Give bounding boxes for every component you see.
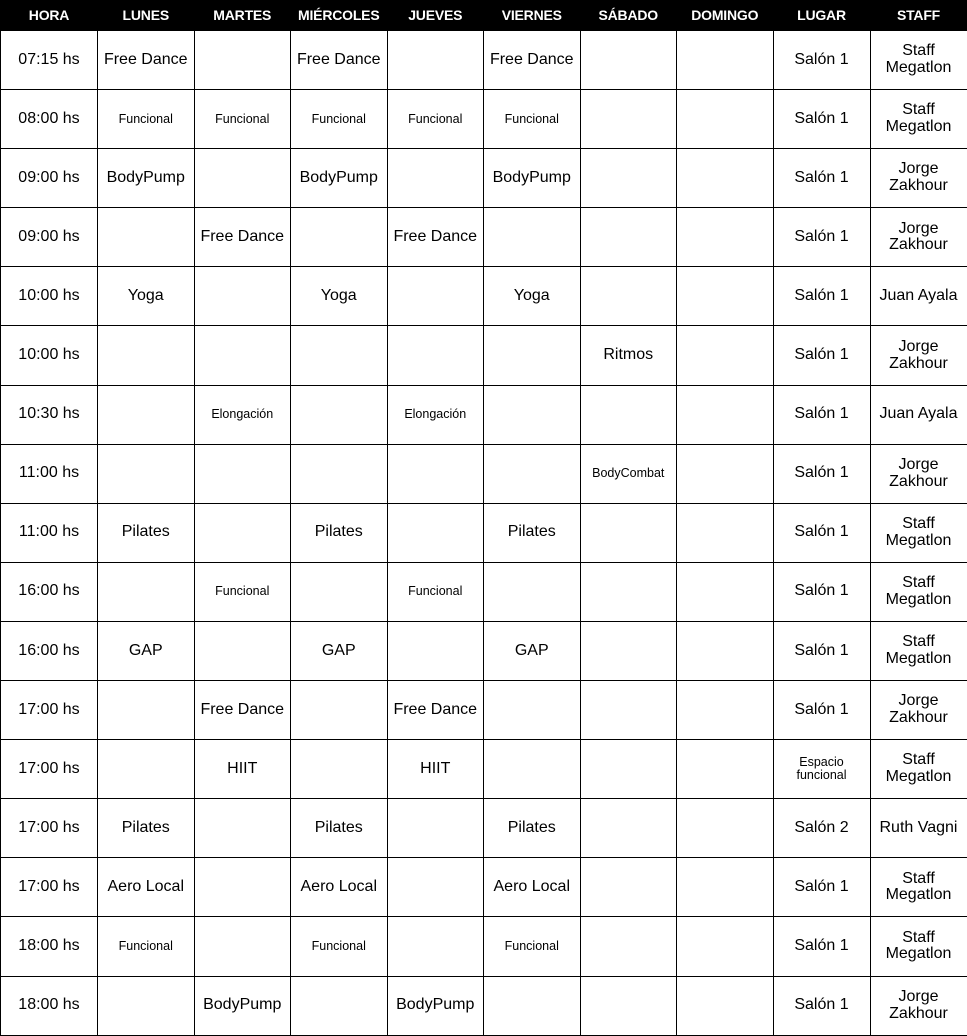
staff-cell: Staff Megatlon	[870, 90, 967, 149]
table-row	[1, 976, 967, 1035]
class-cell	[194, 858, 291, 917]
time-cell: 10:00 hs	[1, 326, 98, 385]
class-cell	[387, 503, 484, 562]
location-cell: Salón 1	[773, 917, 870, 976]
class-cell	[194, 799, 291, 858]
class-cell: Pilates	[291, 503, 388, 562]
class-cell	[580, 799, 677, 858]
class-cell: Aero Local	[291, 858, 388, 917]
class-cell	[387, 621, 484, 680]
table-row	[1, 503, 967, 562]
table-row	[1, 385, 967, 444]
class-cell: Funcional	[98, 917, 195, 976]
class-cell	[677, 208, 774, 267]
class-cell: BodyPump	[484, 149, 581, 208]
class-cell: Pilates	[98, 503, 195, 562]
time-cell: 10:30 hs	[1, 385, 98, 444]
class-cell	[387, 858, 484, 917]
column-header-hora: HORA	[1, 0, 98, 31]
class-cell	[580, 385, 677, 444]
class-cell	[580, 681, 677, 740]
class-cell: Aero Local	[98, 858, 195, 917]
class-cell: BodyPump	[98, 149, 195, 208]
class-cell: BodyCombat	[580, 444, 677, 503]
staff-cell: Jorge Zakhour	[870, 208, 967, 267]
table-row	[1, 858, 967, 917]
class-cell: Elongación	[387, 385, 484, 444]
location-cell: Salón 1	[773, 267, 870, 326]
table-row	[1, 31, 967, 90]
column-header-domingo: DOMINGO	[677, 0, 774, 31]
class-cell: Yoga	[98, 267, 195, 326]
table-row	[1, 326, 967, 385]
class-cell	[291, 326, 388, 385]
column-header-miercoles: MIÉRCOLES	[291, 0, 388, 31]
class-cell: Funcional	[387, 90, 484, 149]
location-cell: Salón 1	[773, 681, 870, 740]
time-cell: 08:00 hs	[1, 90, 98, 149]
staff-cell: Jorge Zakhour	[870, 149, 967, 208]
staff-cell: Staff Megatlon	[870, 31, 967, 90]
location-cell: Salón 1	[773, 208, 870, 267]
column-header-staff: STAFF	[870, 0, 967, 31]
location-cell: Salón 1	[773, 90, 870, 149]
table-row	[1, 444, 967, 503]
class-cell	[677, 681, 774, 740]
class-cell: Free Dance	[98, 31, 195, 90]
location-cell: Salón 1	[773, 503, 870, 562]
class-cell	[484, 385, 581, 444]
class-cell: Pilates	[484, 799, 581, 858]
class-cell: Free Dance	[484, 31, 581, 90]
table-row	[1, 681, 967, 740]
class-cell	[580, 208, 677, 267]
class-cell	[387, 31, 484, 90]
class-cell	[580, 740, 677, 799]
table-row	[1, 267, 967, 326]
schedule-body	[1, 31, 967, 1036]
class-cell	[484, 562, 581, 621]
class-cell: Funcional	[291, 90, 388, 149]
column-header-lugar: LUGAR	[773, 0, 870, 31]
staff-cell: Ruth Vagni	[870, 799, 967, 858]
class-cell	[677, 267, 774, 326]
column-header-viernes: VIERNES	[484, 0, 581, 31]
class-cell: Funcional	[484, 917, 581, 976]
class-cell	[484, 976, 581, 1035]
class-cell	[98, 208, 195, 267]
time-cell: 17:00 hs	[1, 740, 98, 799]
class-cell	[580, 621, 677, 680]
class-cell: GAP	[98, 621, 195, 680]
class-cell	[677, 562, 774, 621]
staff-cell: Jorge Zakhour	[870, 681, 967, 740]
class-cell: Free Dance	[291, 31, 388, 90]
class-cell	[387, 917, 484, 976]
time-cell: 17:00 hs	[1, 799, 98, 858]
class-cell	[677, 799, 774, 858]
class-cell	[677, 621, 774, 680]
class-cell: Free Dance	[387, 681, 484, 740]
staff-cell: Jorge Zakhour	[870, 444, 967, 503]
time-cell: 10:00 hs	[1, 267, 98, 326]
table-row	[1, 917, 967, 976]
time-cell: 11:00 hs	[1, 503, 98, 562]
class-cell	[580, 31, 677, 90]
table-row	[1, 621, 967, 680]
class-cell	[98, 562, 195, 621]
class-cell	[580, 90, 677, 149]
class-cell: GAP	[484, 621, 581, 680]
class-cell	[194, 503, 291, 562]
class-cell	[580, 858, 677, 917]
class-cell	[677, 90, 774, 149]
class-cell: Free Dance	[194, 681, 291, 740]
staff-cell: Staff Megatlon	[870, 917, 967, 976]
schedule-header	[1, 0, 967, 31]
location-cell: Salón 1	[773, 621, 870, 680]
staff-cell: Staff Megatlon	[870, 562, 967, 621]
table-row	[1, 740, 967, 799]
class-cell	[677, 31, 774, 90]
table-row	[1, 90, 967, 149]
time-cell: 16:00 hs	[1, 562, 98, 621]
staff-cell: Juan Ayala	[870, 267, 967, 326]
class-cell: HIIT	[387, 740, 484, 799]
class-cell	[580, 917, 677, 976]
class-cell: Free Dance	[194, 208, 291, 267]
class-cell	[677, 503, 774, 562]
staff-cell: Staff Megatlon	[870, 621, 967, 680]
staff-cell: Staff Megatlon	[870, 740, 967, 799]
column-header-lunes: LUNES	[98, 0, 195, 31]
time-cell: 18:00 hs	[1, 917, 98, 976]
class-cell	[387, 799, 484, 858]
location-cell: Salón 1	[773, 385, 870, 444]
column-header-jueves: JUEVES	[387, 0, 484, 31]
class-cell	[580, 503, 677, 562]
class-cell: GAP	[291, 621, 388, 680]
table-row	[1, 208, 967, 267]
class-cell	[387, 149, 484, 208]
staff-cell: Jorge Zakhour	[870, 326, 967, 385]
class-cell: Elongación	[194, 385, 291, 444]
class-cell	[484, 681, 581, 740]
class-cell	[291, 385, 388, 444]
class-cell	[580, 267, 677, 326]
class-cell: Pilates	[98, 799, 195, 858]
class-cell	[194, 31, 291, 90]
table-row	[1, 562, 967, 621]
class-cell	[484, 740, 581, 799]
class-cell: Free Dance	[387, 208, 484, 267]
class-cell	[677, 149, 774, 208]
class-cell	[484, 326, 581, 385]
header-row	[1, 0, 967, 31]
location-cell: Salón 1	[773, 31, 870, 90]
class-cell	[580, 149, 677, 208]
class-cell	[291, 208, 388, 267]
location-cell: Salón 1	[773, 858, 870, 917]
class-cell: Yoga	[291, 267, 388, 326]
class-cell: BodyPump	[291, 149, 388, 208]
class-cell	[194, 621, 291, 680]
class-cell: Funcional	[194, 562, 291, 621]
time-cell: 11:00 hs	[1, 444, 98, 503]
class-cell	[194, 326, 291, 385]
location-cell: Espacio funcional	[773, 740, 870, 799]
class-cell	[677, 858, 774, 917]
time-cell: 09:00 hs	[1, 149, 98, 208]
class-cell	[194, 917, 291, 976]
class-cell	[677, 385, 774, 444]
location-cell: Salón 1	[773, 149, 870, 208]
class-cell	[677, 740, 774, 799]
location-cell: Salón 1	[773, 326, 870, 385]
location-cell: Salón 1	[773, 562, 870, 621]
class-cell: Yoga	[484, 267, 581, 326]
class-cell	[194, 444, 291, 503]
class-cell	[194, 149, 291, 208]
time-cell: 09:00 hs	[1, 208, 98, 267]
class-cell	[677, 917, 774, 976]
class-cell	[291, 740, 388, 799]
time-cell: 07:15 hs	[1, 31, 98, 90]
staff-cell: Staff Megatlon	[870, 858, 967, 917]
location-cell: Salón 1	[773, 976, 870, 1035]
class-cell	[580, 976, 677, 1035]
class-cell	[98, 444, 195, 503]
class-cell	[194, 267, 291, 326]
class-cell	[98, 976, 195, 1035]
time-cell: 17:00 hs	[1, 858, 98, 917]
time-cell: 18:00 hs	[1, 976, 98, 1035]
class-cell	[677, 326, 774, 385]
table-row	[1, 799, 967, 858]
staff-cell: Jorge Zakhour	[870, 976, 967, 1035]
class-cell	[98, 326, 195, 385]
class-cell	[580, 562, 677, 621]
column-header-sabado: SÁBADO	[580, 0, 677, 31]
class-cell	[98, 385, 195, 444]
class-cell: Funcional	[387, 562, 484, 621]
class-cell	[484, 208, 581, 267]
class-cell	[291, 562, 388, 621]
time-cell: 16:00 hs	[1, 621, 98, 680]
class-cell	[387, 326, 484, 385]
class-cell	[98, 681, 195, 740]
location-cell: Salón 1	[773, 444, 870, 503]
class-cell: Funcional	[291, 917, 388, 976]
class-cell: Ritmos	[580, 326, 677, 385]
class-cell: Pilates	[291, 799, 388, 858]
class-cell: Aero Local	[484, 858, 581, 917]
class-cell	[291, 976, 388, 1035]
staff-cell: Staff Megatlon	[870, 503, 967, 562]
location-cell: Salón 2	[773, 799, 870, 858]
class-cell	[484, 444, 581, 503]
column-header-martes: MARTES	[194, 0, 291, 31]
staff-cell: Juan Ayala	[870, 385, 967, 444]
table-row	[1, 149, 967, 208]
class-cell: BodyPump	[194, 976, 291, 1035]
class-cell	[291, 444, 388, 503]
class-cell: Funcional	[194, 90, 291, 149]
class-cell: BodyPump	[387, 976, 484, 1035]
class-cell: Funcional	[484, 90, 581, 149]
class-cell	[387, 444, 484, 503]
class-cell: HIIT	[194, 740, 291, 799]
class-cell	[98, 740, 195, 799]
class-cell	[387, 267, 484, 326]
class-cell: Funcional	[98, 90, 195, 149]
class-cell	[677, 444, 774, 503]
time-cell: 17:00 hs	[1, 681, 98, 740]
class-cell: Pilates	[484, 503, 581, 562]
class-cell	[677, 976, 774, 1035]
class-cell	[291, 681, 388, 740]
